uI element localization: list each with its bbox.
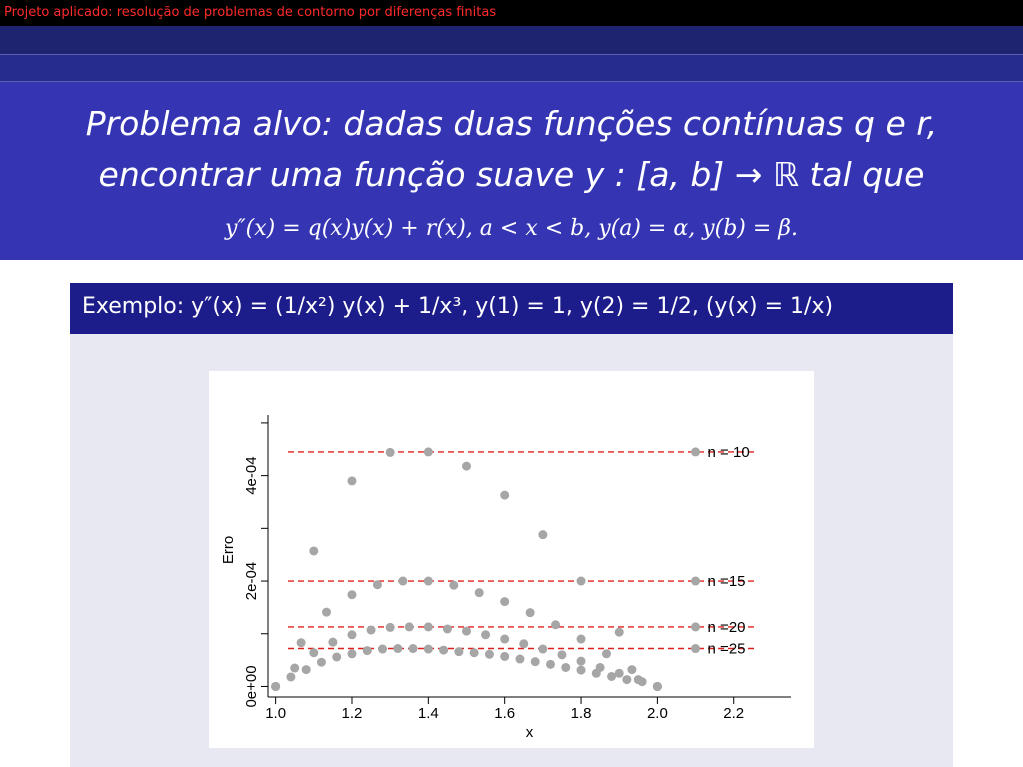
data-point [373, 580, 382, 589]
data-point [424, 645, 433, 654]
data-point [653, 682, 662, 691]
x-tick-label: 2.0 [646, 705, 668, 722]
data-point [519, 639, 528, 648]
x-tick-label: 1.4 [417, 705, 439, 722]
example-equation: Exemplo: y″(x) = (1/x²) y(x) + 1/x³, y(1) = 1, y(2) = 1/2, (y(x) = 1/x) [82, 294, 834, 319]
series-label: n =20 [707, 618, 746, 636]
data-point [290, 664, 299, 673]
legend-marker [691, 622, 700, 631]
data-point [515, 655, 524, 664]
data-point [393, 644, 402, 653]
series-label: n = 10 [707, 443, 750, 461]
series-label: n =15 [707, 573, 746, 591]
data-point [526, 608, 535, 617]
data-point [577, 577, 586, 586]
data-point [615, 628, 624, 637]
x-tick-label: 1.0 [265, 705, 287, 722]
data-point [297, 638, 306, 647]
data-point [302, 665, 311, 674]
data-point [561, 663, 570, 672]
data-point [454, 647, 463, 656]
example-block-title [70, 283, 953, 334]
x-axis-label: x [525, 724, 534, 741]
y-axis-label: Erro [220, 535, 237, 565]
data-point [439, 646, 448, 655]
y-tick-label: 4e-04 [243, 456, 260, 495]
data-point [332, 652, 341, 661]
data-point [475, 588, 484, 597]
problem-line-2: encontrar uma função suave y : [a, b] → ℝ tal que [98, 155, 925, 194]
data-point [322, 608, 331, 617]
data-point [470, 648, 479, 657]
legend-marker [691, 447, 700, 456]
data-point [328, 638, 337, 647]
x-tick-label: 1.2 [341, 705, 363, 722]
legend-marker [691, 644, 700, 653]
breadcrumb[interactable]: Projeto aplicado: resolução de problemas de contorno por diferenças finitas [4, 5, 497, 20]
nav-band-top [0, 26, 1023, 54]
data-point [386, 623, 395, 632]
data-point [317, 658, 326, 667]
x-tick-label: 1.8 [570, 705, 592, 722]
data-point [592, 669, 601, 678]
x-tick-label: 1.6 [494, 705, 516, 722]
data-point [286, 672, 295, 681]
legend-marker [691, 577, 700, 586]
data-point [627, 665, 636, 674]
y-tick-label: 0e+00 [243, 665, 260, 708]
data-point [449, 581, 458, 590]
data-point [462, 627, 471, 636]
data-point [577, 635, 586, 644]
error-scatter-chart [209, 371, 814, 748]
data-point [347, 630, 356, 639]
data-point [538, 530, 547, 539]
data-point [481, 630, 490, 639]
data-point [485, 650, 494, 659]
data-point [462, 462, 471, 471]
data-point [424, 622, 433, 631]
data-point [271, 682, 280, 691]
data-point [309, 546, 318, 555]
problem-line-1: Problema alvo: dadas duas funções contínuas q e r, [85, 104, 938, 143]
data-point [424, 447, 433, 456]
data-point [500, 652, 509, 661]
data-point [607, 672, 616, 681]
data-point [405, 622, 414, 631]
data-point [531, 657, 540, 666]
error-plot [209, 371, 814, 748]
data-point [546, 660, 555, 669]
data-point [602, 649, 611, 658]
data-point [309, 648, 318, 657]
data-point [424, 577, 433, 586]
data-point [386, 448, 395, 457]
data-point [551, 620, 560, 629]
y-tick-label: 2e-04 [243, 561, 260, 601]
x-tick-label: 2.2 [723, 705, 745, 722]
data-point [500, 597, 509, 606]
data-point [367, 626, 376, 635]
data-point [622, 675, 631, 684]
data-point [363, 646, 372, 655]
data-point [557, 650, 566, 659]
data-point [398, 577, 407, 586]
nav-band-bottom [0, 55, 1023, 81]
breadcrumb-bar [0, 0, 1023, 26]
data-point [577, 666, 586, 675]
data-point [347, 649, 356, 658]
data-point [347, 476, 356, 485]
data-point [409, 644, 418, 653]
data-point [500, 635, 509, 644]
data-point [443, 625, 452, 634]
data-point [538, 645, 547, 654]
data-point [577, 657, 586, 666]
problem-equation: y″(x) = q(x)y(x) + r(x), a < x < b, y(a) = α, y(b) = β. [224, 216, 798, 241]
data-point [500, 491, 509, 500]
series-label: n =25 [707, 640, 746, 658]
data-point [378, 645, 387, 654]
data-point [347, 590, 356, 599]
data-point [638, 677, 647, 686]
